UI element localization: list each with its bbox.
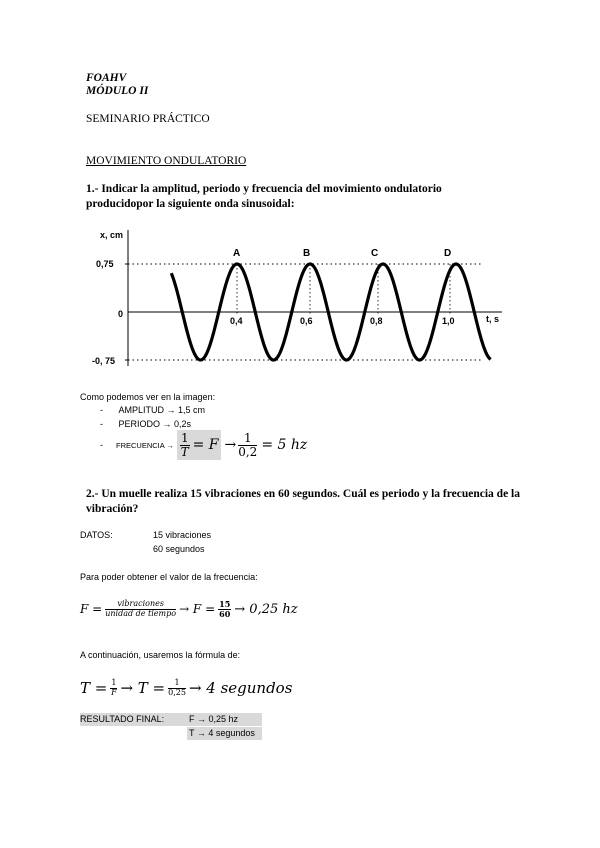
bullet: -: [100, 440, 103, 450]
header-line2: MÓDULO II: [86, 85, 149, 97]
t-lhs: T =: [80, 679, 108, 697]
answer1-periodo: [100, 419, 191, 429]
t-num2: 1: [168, 679, 186, 688]
y-tick-zero: 0: [118, 309, 124, 319]
header-course: [86, 72, 148, 98]
num-15: 15: [219, 599, 231, 610]
frequency-formula: [80, 594, 298, 624]
peak-label-a: A: [233, 248, 241, 259]
frac2-num: 1: [238, 432, 257, 446]
t-den2: 0,25: [168, 687, 186, 697]
answer1-amplitud: [100, 405, 205, 415]
frac-num: 1: [180, 430, 189, 445]
question-2: 2.- Un muelle realiza 15 vibraciones en 60 segundos. Cuál es periodo y la frecuencia de la vibración?: [86, 488, 521, 515]
frecuencia-formula-highlight: [177, 430, 222, 460]
t-result: → 4 segundos: [188, 679, 293, 697]
result-label: RESULTADO FINAL:: [80, 714, 165, 724]
y-axis-label: x, cm: [100, 230, 124, 240]
peak-label-b: B: [303, 248, 311, 259]
period-intro: A continuación, usaremos la fórmula de:: [80, 650, 241, 660]
x-tick-0-8: 0,8: [370, 316, 383, 326]
datos-value-1: 15 vibraciones: [153, 530, 212, 540]
peak-label-d: D: [444, 248, 452, 259]
frac-den: T: [180, 444, 189, 459]
datos-label: DATOS:: [80, 530, 113, 540]
answer1-intro: Como podemos ver en la imagen:: [80, 392, 216, 402]
fraction-1-over-0-25: [168, 679, 186, 697]
f-mid: → F =: [179, 602, 216, 616]
header-line1: FOAHV: [86, 72, 127, 84]
t-mid: → T =: [120, 679, 166, 697]
f-result: → 0,25 hz: [234, 601, 298, 617]
y-tick-max: 0,75: [96, 259, 114, 269]
frequency-intro: Para poder obtener el valor de la frecuencia:: [80, 572, 258, 582]
x-axis-label: t, s: [486, 314, 500, 324]
x-tick-0-6: 0,6: [300, 316, 313, 326]
frecuencia-label: FRECUENCIA →: [116, 440, 174, 450]
section-title: MOVIMIENTO ONDULATORIO: [86, 155, 247, 167]
f-equals: = F: [192, 437, 219, 453]
amplitud-text: AMPLITUD → 1,5 cm: [118, 405, 206, 415]
den-60: 60: [219, 608, 231, 619]
peak-label-c: C: [371, 248, 379, 259]
vibraciones-den: unidad de tiempo: [105, 608, 177, 618]
x-tick-1-0: 1,0: [442, 316, 455, 326]
vibraciones-fraction: [105, 600, 176, 618]
fraction-1-over-0-2: [238, 432, 257, 458]
fraction-1-over-f: [110, 679, 117, 697]
question-1: 1.- Indicar la amplitud, periodo y frecuencia del movimiento ondulatorio producidopor la siguiente onda sinusoidal:: [86, 183, 442, 210]
result-period: T → 4 segundos: [189, 728, 255, 738]
seminar-title: SEMINARIO PRÁCTICO: [86, 113, 210, 125]
result-frequency: F → 0,25 hz: [189, 714, 239, 724]
bullet: -: [100, 419, 103, 429]
wave-graph: [92, 226, 512, 376]
t-num: 1: [111, 678, 117, 688]
vibraciones-num: vibraciones: [105, 600, 176, 609]
f-lhs: F =: [80, 602, 103, 616]
datos-value-2: 60 segundos: [153, 544, 205, 554]
x-tick-0-4: 0,4: [230, 316, 243, 326]
periodo-text: PERIODO → 0,2s: [118, 419, 192, 429]
answer1-frecuencia: [100, 430, 307, 460]
y-tick-min: -0, 75: [92, 356, 116, 366]
frequency-result: = 5 hz: [261, 437, 308, 453]
fraction-15-60: [218, 600, 231, 618]
arrow: →: [224, 437, 237, 453]
frac2-den: 0,2: [238, 444, 258, 459]
period-formula: [80, 672, 292, 704]
t-den: F: [111, 687, 117, 697]
fraction-1-over-t: [180, 432, 190, 458]
bullet: -: [100, 405, 103, 415]
